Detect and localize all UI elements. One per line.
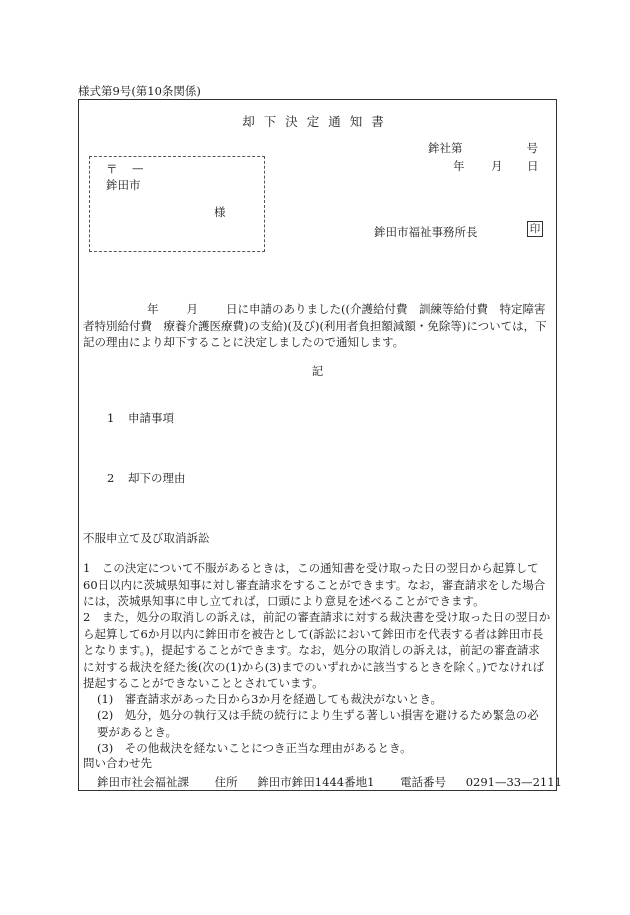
body-year: 年 (147, 302, 159, 316)
notice-frame (78, 99, 562, 791)
form-label: 様式第9号(第10条関係) (78, 84, 201, 98)
seal-stamp: 印 (527, 221, 543, 237)
date-day: 日 (527, 159, 539, 173)
contact-info (97, 774, 578, 790)
item-number: 1 (107, 411, 115, 425)
appeal-note-2: 2 また，処分の取消しの訴えは，前記の審査請求に対する裁決書を受け取った日の翌日から起算して6か月以内に鉾田市を被告として(訴訟において鉾田市を代表する者は鉾田市長となります。)，提起することができます。なお，処分の取消しの訴えは，前記の審査請求に対する裁決を経た後(次の(1)から(3)までのいずれかに該当するときを除く。)でなければ提起することができないこととされています。 (83, 610, 551, 690)
appeal-sub-3: (3) その他裁決を経ないことにつき正当な理由があるとき。 (97, 741, 412, 755)
issuer-name: 鉾田市福祉事務所長 (374, 225, 478, 239)
appeal-heading: 不服申立て及び取消訴訟 (83, 531, 210, 545)
postal-mark: 〒 (106, 162, 118, 176)
appeal-sub-1: (1) 審査請求があった日から3か月を経過しても裁決がないとき。 (97, 692, 443, 706)
appeal-note-1: 1 この決定について不服があるときは，この通知書を受け取った日の翌日から起算して60日以内に茨城県知事に対し審査請求をすることができます。なお，審査請求をした場合には，茨城県知事に申し立てれば，口頭により意見を述べることができます。 (83, 561, 546, 608)
notice-body (83, 301, 551, 351)
contact-address: 鉾田市鉾田1444番地1 (257, 775, 375, 789)
postal-dash: — (132, 161, 144, 175)
contact-heading: 問い合わせ先 (83, 756, 152, 770)
contact-address-label: 住所 (214, 775, 238, 789)
item-label: 却下の理由 (127, 471, 186, 485)
document-number-prefix: 鉾社第 (428, 141, 463, 155)
body-lead: 日に申請のありました((介護給付費 訓練等給付費 特定障害者特別給付費 療養介護医療費)の支給)(及び)(利用者負担額減額・免除等)については，下記の理由により却下することに決定しましたので通知します。 (83, 302, 547, 349)
body-month: 月 (186, 302, 198, 316)
notice-title: 却下決定通知書 (242, 114, 393, 129)
item-label: 申請事項 (127, 411, 174, 425)
item-application (107, 410, 174, 426)
recipient-city: 鉾田市 (106, 178, 141, 192)
document-number-suffix: 号 (526, 141, 538, 155)
appeal-sub-2: (2) 処分，処分の執行又は手続の続行により生ずる著しい損害を避けるため緊急の必要があるとき。 (97, 708, 539, 739)
postal-code (106, 161, 144, 177)
recipient-honorific: 様 (214, 205, 226, 219)
contact-department: 鉾田市社会福祉課 (97, 775, 189, 789)
date-month: 月 (491, 159, 503, 173)
item-number: 2 (107, 471, 115, 485)
contact-phone-label: 電話番号 (400, 775, 447, 789)
recipient-address-box (89, 156, 265, 252)
item-reason (107, 470, 185, 486)
contact-phone: 0291—33—2111 (465, 775, 562, 789)
date-year: 年 (453, 159, 465, 173)
ki-heading: 記 (311, 364, 324, 378)
